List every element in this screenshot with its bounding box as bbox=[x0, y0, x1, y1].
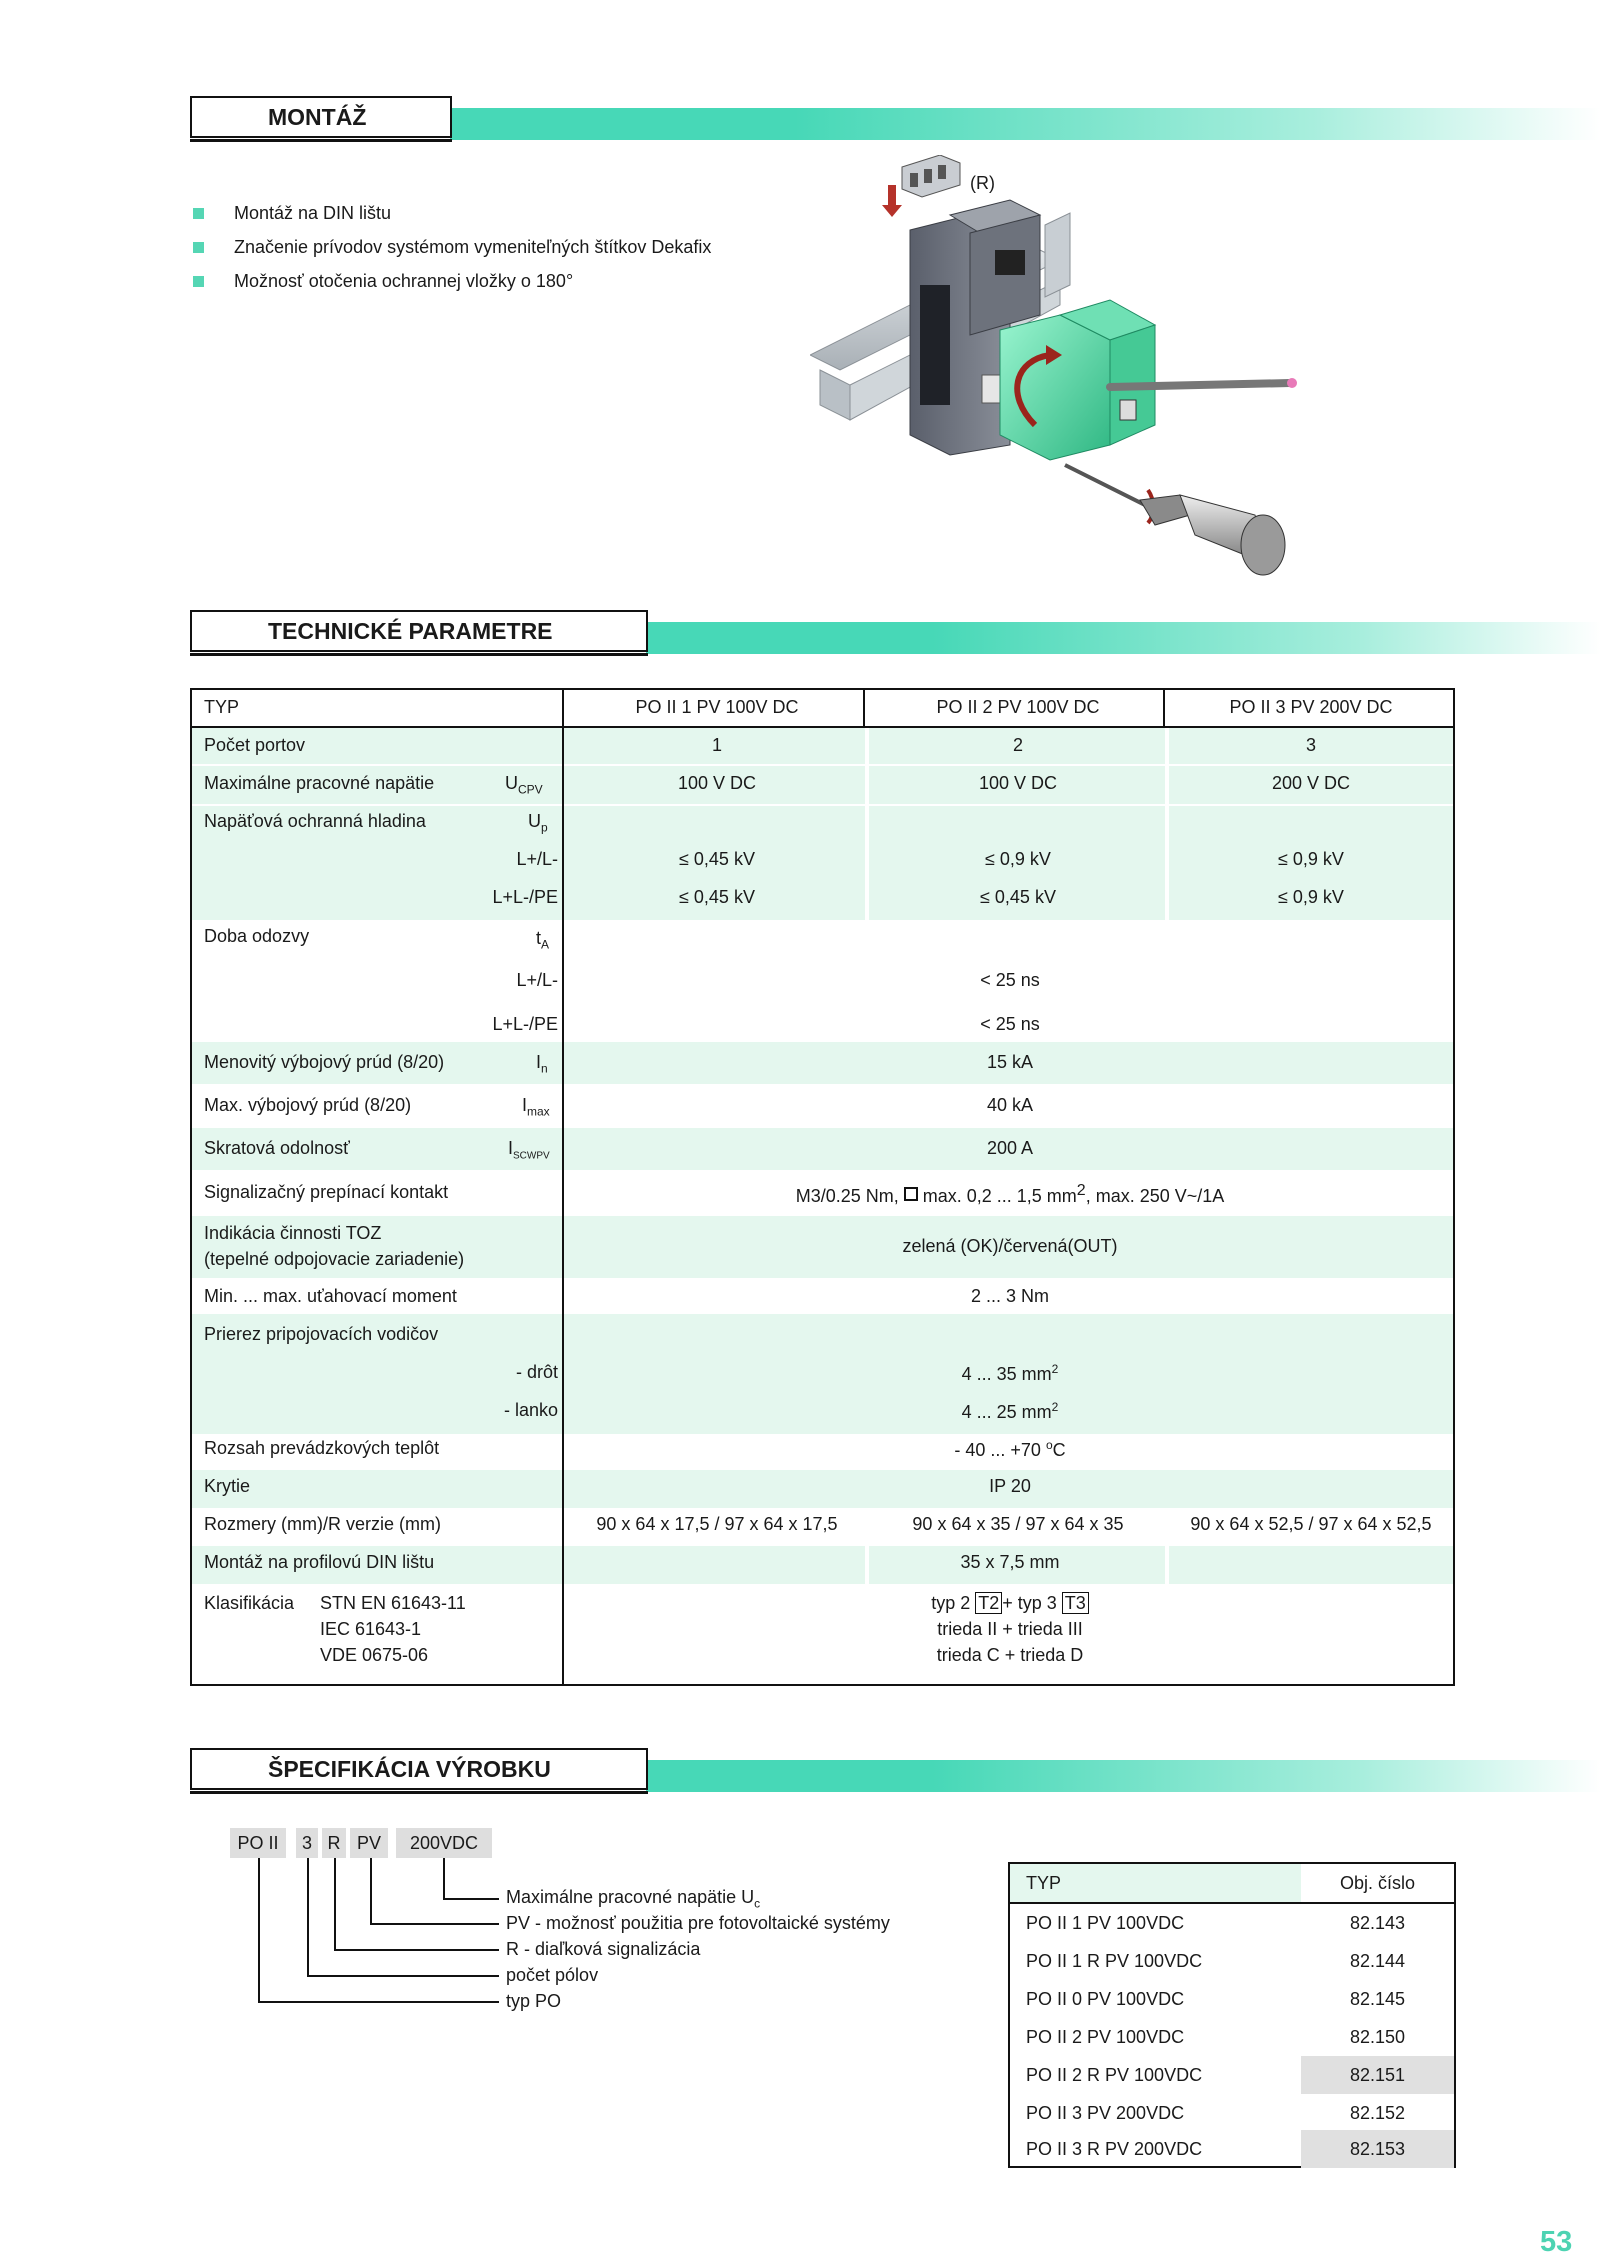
table-row bbox=[1010, 1980, 1454, 2018]
table-row bbox=[1010, 2056, 1454, 2094]
cell-col3: 200 V DC bbox=[1271, 773, 1351, 793]
row-label: Napäťová ochranná hladina bbox=[204, 811, 426, 831]
cell-span: 2 ... 3 Nm bbox=[970, 1286, 1050, 1306]
mounting-illustration-icon bbox=[810, 155, 1330, 615]
spec-desc-text: Maximálne pracovné napätie U bbox=[506, 1887, 755, 1907]
cell-span bbox=[567, 1362, 1453, 1385]
symbol-text: U bbox=[505, 773, 518, 793]
connector-line bbox=[258, 2001, 499, 2003]
bullet-square-icon bbox=[193, 276, 204, 287]
section-title: MONTÁŽ bbox=[190, 96, 452, 138]
row-symbol bbox=[505, 773, 543, 797]
cell-typ: PO II 1 R PV 100VDC bbox=[1026, 1951, 1203, 1971]
connector-line bbox=[307, 1858, 309, 1977]
cell-col3: 3 bbox=[1305, 735, 1316, 755]
cell-col3: ≤ 0,9 kV bbox=[1278, 849, 1344, 869]
classification-line: trieda II + trieda III bbox=[937, 1619, 1083, 1639]
cell-col1: ≤ 0,45 kV bbox=[679, 849, 755, 869]
symbol-sub: p bbox=[541, 820, 548, 835]
connector-line bbox=[370, 1858, 372, 1925]
row-label: Rozmery (mm)/R verzie (mm) bbox=[204, 1514, 441, 1534]
cell-col2: 90 x 64 x 35 / 97 x 64 x 35 bbox=[912, 1514, 1124, 1534]
row-label: Min. ... max. uťahovací moment bbox=[204, 1286, 457, 1306]
row-sublabel: L+/L- bbox=[516, 970, 558, 990]
cell-text: C bbox=[1052, 1440, 1066, 1460]
norms-list bbox=[320, 1590, 466, 1668]
cell-span bbox=[567, 1438, 1453, 1461]
table-header bbox=[192, 690, 1453, 728]
t3-badge: T3 bbox=[1062, 1592, 1089, 1614]
symbol-text: t bbox=[536, 928, 542, 948]
cell-sup: o bbox=[1045, 1438, 1053, 1452]
row-label-line: Indikácia činnosti TOZ bbox=[204, 1223, 382, 1243]
symbol-sub: SCWPV bbox=[513, 1150, 550, 1162]
symbol-sub: n bbox=[541, 1061, 548, 1076]
norm-item: IEC 61643-1 bbox=[320, 1619, 422, 1639]
cell-sup: 2 bbox=[1051, 1362, 1059, 1376]
table-row bbox=[1010, 2094, 1454, 2132]
code-remote: R bbox=[322, 1828, 346, 1858]
row-label: Doba odozvy bbox=[204, 926, 310, 946]
cell-obj: 82.153 bbox=[1349, 2139, 1406, 2159]
classification-line: trieda C + trieda D bbox=[936, 1645, 1084, 1665]
row-label: Počet portov bbox=[204, 735, 306, 755]
connector-line bbox=[334, 1949, 499, 1951]
column-divider bbox=[562, 690, 564, 1684]
cell-col2: 2 bbox=[1012, 735, 1023, 755]
code-type: PO II bbox=[230, 1828, 286, 1858]
cell-text: 4 ... 25 mm bbox=[961, 1402, 1052, 1422]
section-underline bbox=[190, 653, 648, 656]
header-col1: PO II 1 PV 100V DC bbox=[635, 697, 799, 717]
cell-typ: PO II 2 PV 100VDC bbox=[1026, 2027, 1185, 2047]
section-title: ŠPECIFIKÁCIA VÝROBKU bbox=[190, 1748, 648, 1790]
code-pv: PV bbox=[350, 1828, 388, 1858]
cell-span: 35 x 7,5 mm bbox=[960, 1552, 1060, 1572]
signal-text: max. 0,2 ... 1,5 mm bbox=[917, 1186, 1077, 1206]
row-sublabel: - lanko bbox=[503, 1400, 558, 1420]
cell-span: 200 A bbox=[986, 1138, 1034, 1158]
row-sublabel: L+L-/PE bbox=[492, 1014, 558, 1034]
cell-obj: 82.152 bbox=[1349, 2103, 1406, 2123]
spec-desc-sub: c bbox=[754, 1896, 761, 1911]
row-label: Max. výbojový prúd (8/20) bbox=[204, 1095, 412, 1115]
cell-sup: 2 bbox=[1051, 1400, 1059, 1414]
header-typ: TYP bbox=[1026, 1873, 1062, 1893]
symbol-sub: max bbox=[527, 1104, 550, 1119]
spec-desc: typ PO bbox=[506, 1991, 562, 2011]
row-label: Montáž na profilovú DIN lištu bbox=[204, 1552, 435, 1572]
row-label: Signalizačný prepínací kontakt bbox=[204, 1182, 449, 1202]
row-label bbox=[204, 1220, 464, 1272]
t2-badge: T2 bbox=[975, 1592, 1002, 1614]
row-symbol bbox=[528, 811, 548, 835]
symbol-text: U bbox=[528, 811, 541, 831]
symbol-sub: CPV bbox=[518, 782, 543, 797]
row-symbol bbox=[508, 1138, 550, 1162]
cell-col1: 90 x 64 x 17,5 / 97 x 64 x 17,5 bbox=[596, 1514, 838, 1534]
row-label: Klasifikácia bbox=[204, 1593, 295, 1613]
row-symbol bbox=[536, 928, 549, 952]
list-item-text: Značenie prívodov systémom vymeniteľných štítkov Dekafix bbox=[234, 236, 712, 257]
square-cross-section-icon bbox=[904, 1187, 918, 1201]
list-item bbox=[193, 230, 711, 264]
table-row bbox=[1010, 2018, 1454, 2056]
cell-col3: 90 x 64 x 52,5 / 97 x 64 x 52,5 bbox=[1190, 1514, 1432, 1534]
row-label: Menovitý výbojový prúd (8/20) bbox=[204, 1052, 445, 1072]
cell-obj: 82.150 bbox=[1349, 2027, 1406, 2047]
cell-typ: PO II 3 R PV 200VDC bbox=[1026, 2139, 1203, 2159]
section-title: TECHNICKÉ PARAMETRE bbox=[190, 610, 648, 652]
spec-desc: PV - možnosť použitia pre fotovoltaické systémy bbox=[506, 1913, 890, 1933]
bullet-square-icon bbox=[193, 242, 204, 253]
order-table bbox=[1008, 1862, 1456, 2168]
order-table-header bbox=[1010, 1864, 1454, 1902]
header-obj: Obj. číslo bbox=[1339, 1873, 1416, 1893]
cell-span: < 25 ns bbox=[980, 970, 1040, 990]
cell-typ: PO II 1 PV 100VDC bbox=[1026, 1913, 1185, 1933]
connector-line bbox=[307, 1975, 499, 1977]
cell-span bbox=[567, 1590, 1453, 1668]
list-item bbox=[193, 196, 711, 230]
signal-text: , max. 250 V~/1A bbox=[1085, 1186, 1225, 1206]
connector-line bbox=[443, 1858, 445, 1900]
code-poles: 3 bbox=[296, 1828, 318, 1858]
section-gradient-bar bbox=[646, 1760, 1600, 1792]
cell-typ: PO II 3 PV 200VDC bbox=[1026, 2103, 1185, 2123]
symbol-text: I bbox=[508, 1138, 514, 1158]
page-number: 53 bbox=[1540, 2226, 1573, 2258]
cell-col2: ≤ 0,9 kV bbox=[985, 849, 1051, 869]
list-item-text: Možnosť otočenia ochrannej vložky o 180° bbox=[234, 270, 574, 291]
section-underline bbox=[190, 1791, 648, 1794]
cell-obj: 82.143 bbox=[1349, 1913, 1406, 1933]
norm-item: VDE 0675-06 bbox=[320, 1645, 429, 1665]
cell-col1: ≤ 0,45 kV bbox=[679, 887, 755, 907]
cell-span bbox=[567, 1400, 1453, 1423]
table-row bbox=[1010, 1904, 1454, 1942]
product-illustration bbox=[810, 155, 1330, 615]
cell-text: 4 ... 35 mm bbox=[961, 1364, 1052, 1384]
header-col2: PO II 2 PV 100V DC bbox=[936, 697, 1100, 717]
feature-list bbox=[193, 196, 711, 298]
symbol-text: I bbox=[536, 1052, 542, 1072]
spec-desc: R - diaľková signalizácia bbox=[506, 1939, 701, 1959]
cell-col2: ≤ 0,45 kV bbox=[980, 887, 1056, 907]
row-symbol bbox=[522, 1095, 550, 1119]
connector-line bbox=[334, 1858, 336, 1951]
connector-line bbox=[443, 1898, 499, 1900]
cell-text: typ 2 bbox=[931, 1593, 976, 1613]
tech-parameters-table bbox=[190, 688, 1455, 1686]
cell-col1: 100 V DC bbox=[677, 773, 757, 793]
row-label: Maximálne pracovné napätie bbox=[204, 773, 435, 793]
list-item bbox=[193, 264, 711, 298]
row-label: Krytie bbox=[204, 1476, 251, 1496]
row-label-line: (tepelné odpojovacie zariadenie) bbox=[204, 1249, 465, 1269]
table-row bbox=[1010, 2130, 1454, 2168]
cell-typ: PO II 0 PV 100VDC bbox=[1026, 1989, 1185, 2009]
cell-span: zelená (OK)/červená(OUT) bbox=[902, 1236, 1118, 1256]
cell-span: IP 20 bbox=[989, 1476, 1031, 1496]
cell-span: 40 kA bbox=[986, 1095, 1034, 1115]
row-label: Prierez pripojovacích vodičov bbox=[204, 1324, 439, 1344]
cell-typ: PO II 2 R PV 100VDC bbox=[1026, 2065, 1203, 2085]
signal-text: M3/0.25 Nm, bbox=[795, 1186, 904, 1206]
connector-line bbox=[258, 1858, 260, 2003]
table-row bbox=[1010, 1942, 1454, 1980]
cell-col3: ≤ 0,9 kV bbox=[1278, 887, 1344, 907]
row-sublabel: L+L-/PE bbox=[492, 887, 558, 907]
section-gradient-bar bbox=[646, 622, 1600, 654]
cell-span bbox=[567, 1182, 1453, 1207]
cell-text: - 40 ... +70 bbox=[954, 1440, 1046, 1460]
row-label: Rozsah prevádzkových teplôt bbox=[204, 1438, 440, 1458]
section-underline bbox=[190, 139, 452, 142]
section-gradient-bar bbox=[450, 108, 1600, 140]
list-item-text: Montáž na DIN lištu bbox=[234, 202, 392, 223]
header-typ: TYP bbox=[204, 697, 240, 717]
classification-types bbox=[567, 1590, 1453, 1616]
cell-col1: 1 bbox=[711, 735, 722, 755]
row-symbol bbox=[536, 1052, 548, 1076]
norm-item: STN EN 61643-11 bbox=[320, 1593, 466, 1613]
signal-sup: 2 bbox=[1076, 1182, 1086, 1199]
row-label: Skratová odolnosť bbox=[204, 1138, 350, 1158]
symbol-sub: A bbox=[541, 937, 550, 952]
row-sublabel: - drôt bbox=[515, 1362, 558, 1382]
r-version-label: (R) bbox=[970, 173, 995, 193]
cell-obj: 82.145 bbox=[1349, 1989, 1406, 2009]
cell-obj: 82.151 bbox=[1349, 2065, 1406, 2085]
spec-desc: počet pólov bbox=[506, 1965, 599, 1985]
connector-line bbox=[370, 1923, 499, 1925]
cell-col2: 100 V DC bbox=[978, 773, 1058, 793]
row-sublabel: L+/L- bbox=[516, 849, 558, 869]
cell-text: + typ 3 bbox=[1002, 1593, 1062, 1613]
cell-span: < 25 ns bbox=[980, 1014, 1040, 1034]
header-col3: PO II 3 PV 200V DC bbox=[1229, 697, 1393, 717]
bullet-square-icon bbox=[193, 208, 204, 219]
symbol-text: I bbox=[522, 1095, 528, 1115]
code-voltage: 200VDC bbox=[396, 1828, 492, 1858]
cell-obj: 82.144 bbox=[1349, 1951, 1406, 1971]
cell-span: 15 kA bbox=[986, 1052, 1034, 1072]
